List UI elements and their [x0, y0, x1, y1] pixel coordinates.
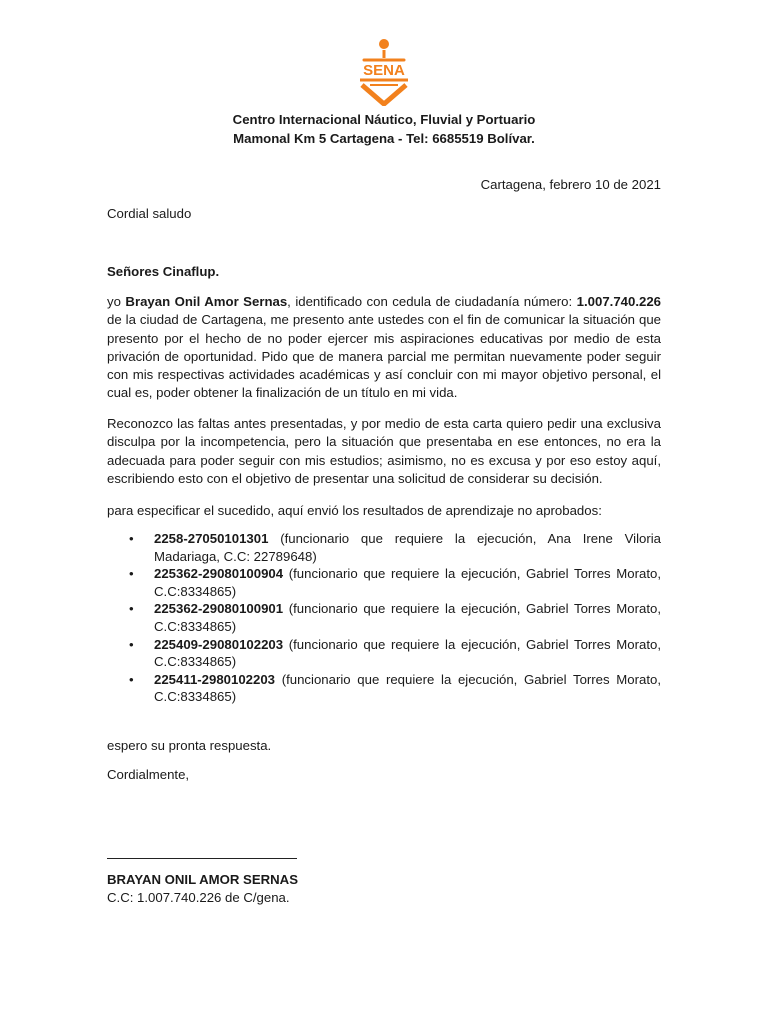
result-code: 2258-27050101301 [154, 531, 269, 546]
signature-line [107, 858, 297, 859]
results-list [107, 530, 661, 706]
result-code: 225409-29080102203 [154, 636, 284, 652]
bullet-icon: • [129, 601, 134, 617]
result-code: 225362-29080100901 [154, 601, 284, 617]
institution-name: Centro Internacional Náutico, Fluvial y Portuario [232, 112, 536, 127]
result-detail: (funcionario que requiere la ejecución, Gabriel Torres Morato, C.C:8334865) [154, 601, 661, 634]
sender-id-inline: 1.007.740.226 [576, 294, 661, 309]
result-detail: (funcionario que requiere la ejecución, Gabriel Torres Morato, C.C:8334865) [154, 566, 661, 599]
closing-salutation: Cordialmente, [107, 767, 190, 782]
list-item [107, 565, 661, 600]
result-detail: (funcionario que requiere la ejecución, Gabriel Torres Morato, C.C:8334865) [154, 671, 661, 705]
result-code: 225411-2980102203 [154, 671, 276, 687]
addressee: Señores Cinaflup. [107, 264, 220, 279]
result-code: 225362-29080100904 [154, 566, 284, 582]
list-item [107, 636, 661, 671]
bullet-icon: • [129, 671, 134, 687]
bullet-icon: • [129, 531, 134, 546]
greeting: Cordial saludo [107, 206, 192, 221]
result-detail: (funcionario que requiere la ejecución, Ana Irene Viloria Madariaga, C.C: 22789648) [154, 531, 661, 564]
sena-logo [348, 38, 420, 106]
bullet-icon: • [129, 636, 134, 652]
svg-text:SENA: SENA [363, 62, 405, 79]
closing-request: espero su pronta respuesta. [107, 738, 272, 753]
list-item [107, 530, 661, 565]
results-intro: para especificar el sucedido, aquí envió los resultados de aprendizaje no aprobados: [107, 503, 602, 518]
sender-name-inline: Brayan Onil Amor Sernas [125, 294, 288, 309]
paragraph-1-text: de la ciudad de Cartagena, me presento ante ustedes con el fin de comunicar la situación que presento por el hecho de no poder ejercer mis aspiraciones educativas por medio de esta privación de oportunidad. Pido que de manera parcial me permitan nuevamente poder seguir con mis respectivas actividades académicas y así concluir con mi mayor objetivo personal, el cual es, poder obtener la finalización de un título en mi vida. [107, 312, 661, 401]
paragraph-1-text: , identificado con cedula de ciudadanía número: [287, 294, 577, 309]
bullet-icon: • [129, 566, 134, 582]
list-item [107, 600, 661, 635]
paragraph-1-text: yo [107, 294, 126, 309]
list-item [107, 671, 661, 706]
signature-id: C.C: 1.007.740.226 de C/gena. [107, 890, 290, 905]
letter-date: Cartagena, febrero 10 de 2021 [480, 177, 661, 192]
institution-address: Mamonal Km 5 Cartagena - Tel: 6685519 Bolívar. [233, 131, 535, 146]
signature-name: BRAYAN ONIL AMOR SERNAS [107, 872, 299, 887]
paragraph-2: Reconozco las faltas antes presentadas, y por medio de esta carta quiero pedir una exclusiva disculpa por la incompetencia, pero la situación que presentaba en ese entonces, no era la adecuada para poder seguir con mis estudios; asimismo, no es excusa y por eso estoy aquí, escribiendo esto con el objetivo de presentar una solicitud de considerar su decisión. [107, 416, 661, 486]
result-detail: (funcionario que requiere la ejecución, Gabriel Torres Morato, C.C:8334865) [154, 636, 661, 670]
paragraph-1 [107, 293, 661, 403]
